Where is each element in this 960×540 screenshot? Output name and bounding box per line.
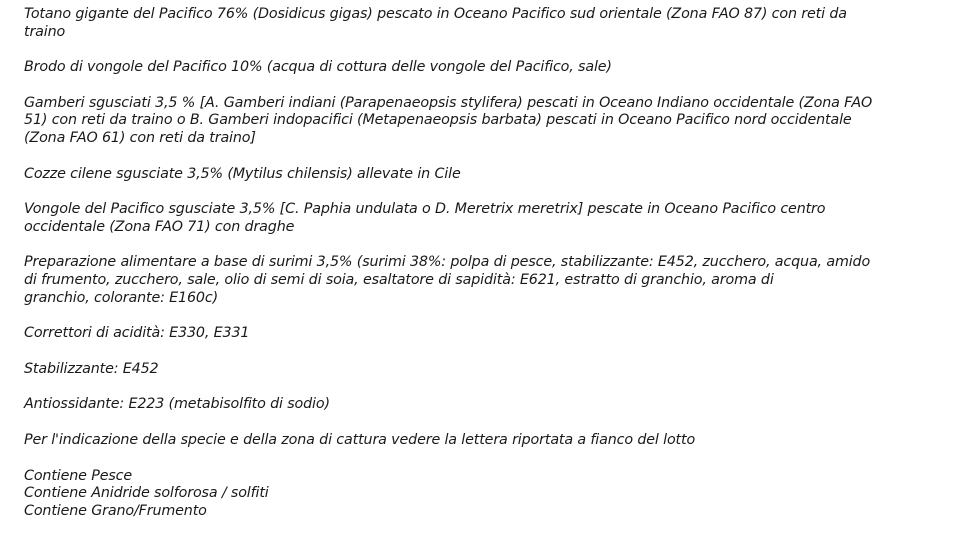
ingredient-cozze	[24, 166, 944, 184]
text-line: Stabilizzante: E452	[24, 360, 159, 377]
text-line: Preparazione alimentare a base di surimi 3,5% (surimi 38%: polpa di pesce, stabilizzante: E452, zucchero, acqua, amido	[24, 254, 871, 271]
text-line: Gamberi sgusciati 3,5 % [A. Gamberi indiani (Parapenaeopsis stylifera) pescati in Oceano Indiano occidentale (Zona FAO	[24, 94, 873, 111]
ingredient-totano	[24, 6, 944, 41]
text-line: Vongole del Pacifico sgusciate 3,5% [C. Paphia undulata o D. Meretrix meretrix] pescate in Oceano Pacifico centro	[24, 201, 826, 218]
ingredient-antiossidante	[24, 396, 944, 414]
text-line: Correttori di acidità: E330, E331	[24, 325, 250, 342]
text-line: (Zona FAO 61) con reti da traino]	[24, 129, 256, 146]
ingredients-document	[24, 6, 944, 520]
text-line: di frumento, zucchero, sale, olio di semi di soia, esaltatore di sapidità: E621, estratto di granchio, aroma di	[24, 271, 774, 288]
ingredient-stabilizzante	[24, 361, 944, 379]
ingredient-surimi	[24, 254, 944, 307]
allergen-list	[24, 468, 944, 521]
text-line: Cozze cilene sgusciate 3,5% (Mytilus chilensis) allevate in Cile	[24, 165, 461, 182]
text-line: Brodo di vongole del Pacifico 10% (acqua di cottura delle vongole del Pacifico, sale)	[24, 59, 612, 76]
text-line: Totano gigante del Pacifico 76% (Dosidicus gigas) pescato in Oceano Pacifico sud orientale (Zona FAO 87) con reti da	[24, 6, 847, 22]
allergen-item: Contiene Pesce	[24, 467, 132, 484]
allergen-item: Contiene Anidride solforosa / solfiti	[24, 485, 269, 502]
text-line: 51) con reti da traino o B. Gamberi indopacifici (Metapenaeopsis barbata) pescati in Oceano Pacifico nord occidentale	[24, 112, 852, 129]
text-line: granchio, colorante: E160c)	[24, 289, 219, 306]
ingredient-correttori	[24, 325, 944, 343]
text-line: occidentale (Zona FAO 71) con draghe	[24, 218, 295, 235]
ingredient-vongole	[24, 201, 944, 236]
ingredient-brodo	[24, 59, 944, 77]
text-line: Antiossidante: E223 (metabisolfito di sodio)	[24, 396, 330, 413]
text-line: Per l'indicazione della specie e della zona di cattura vedere la lettera riportata a fianco del lotto	[24, 431, 696, 448]
capture-note	[24, 432, 944, 450]
ingredient-gamberi	[24, 95, 944, 148]
text-line: traino	[24, 23, 66, 40]
allergen-item: Contiene Grano/Frumento	[24, 502, 207, 519]
